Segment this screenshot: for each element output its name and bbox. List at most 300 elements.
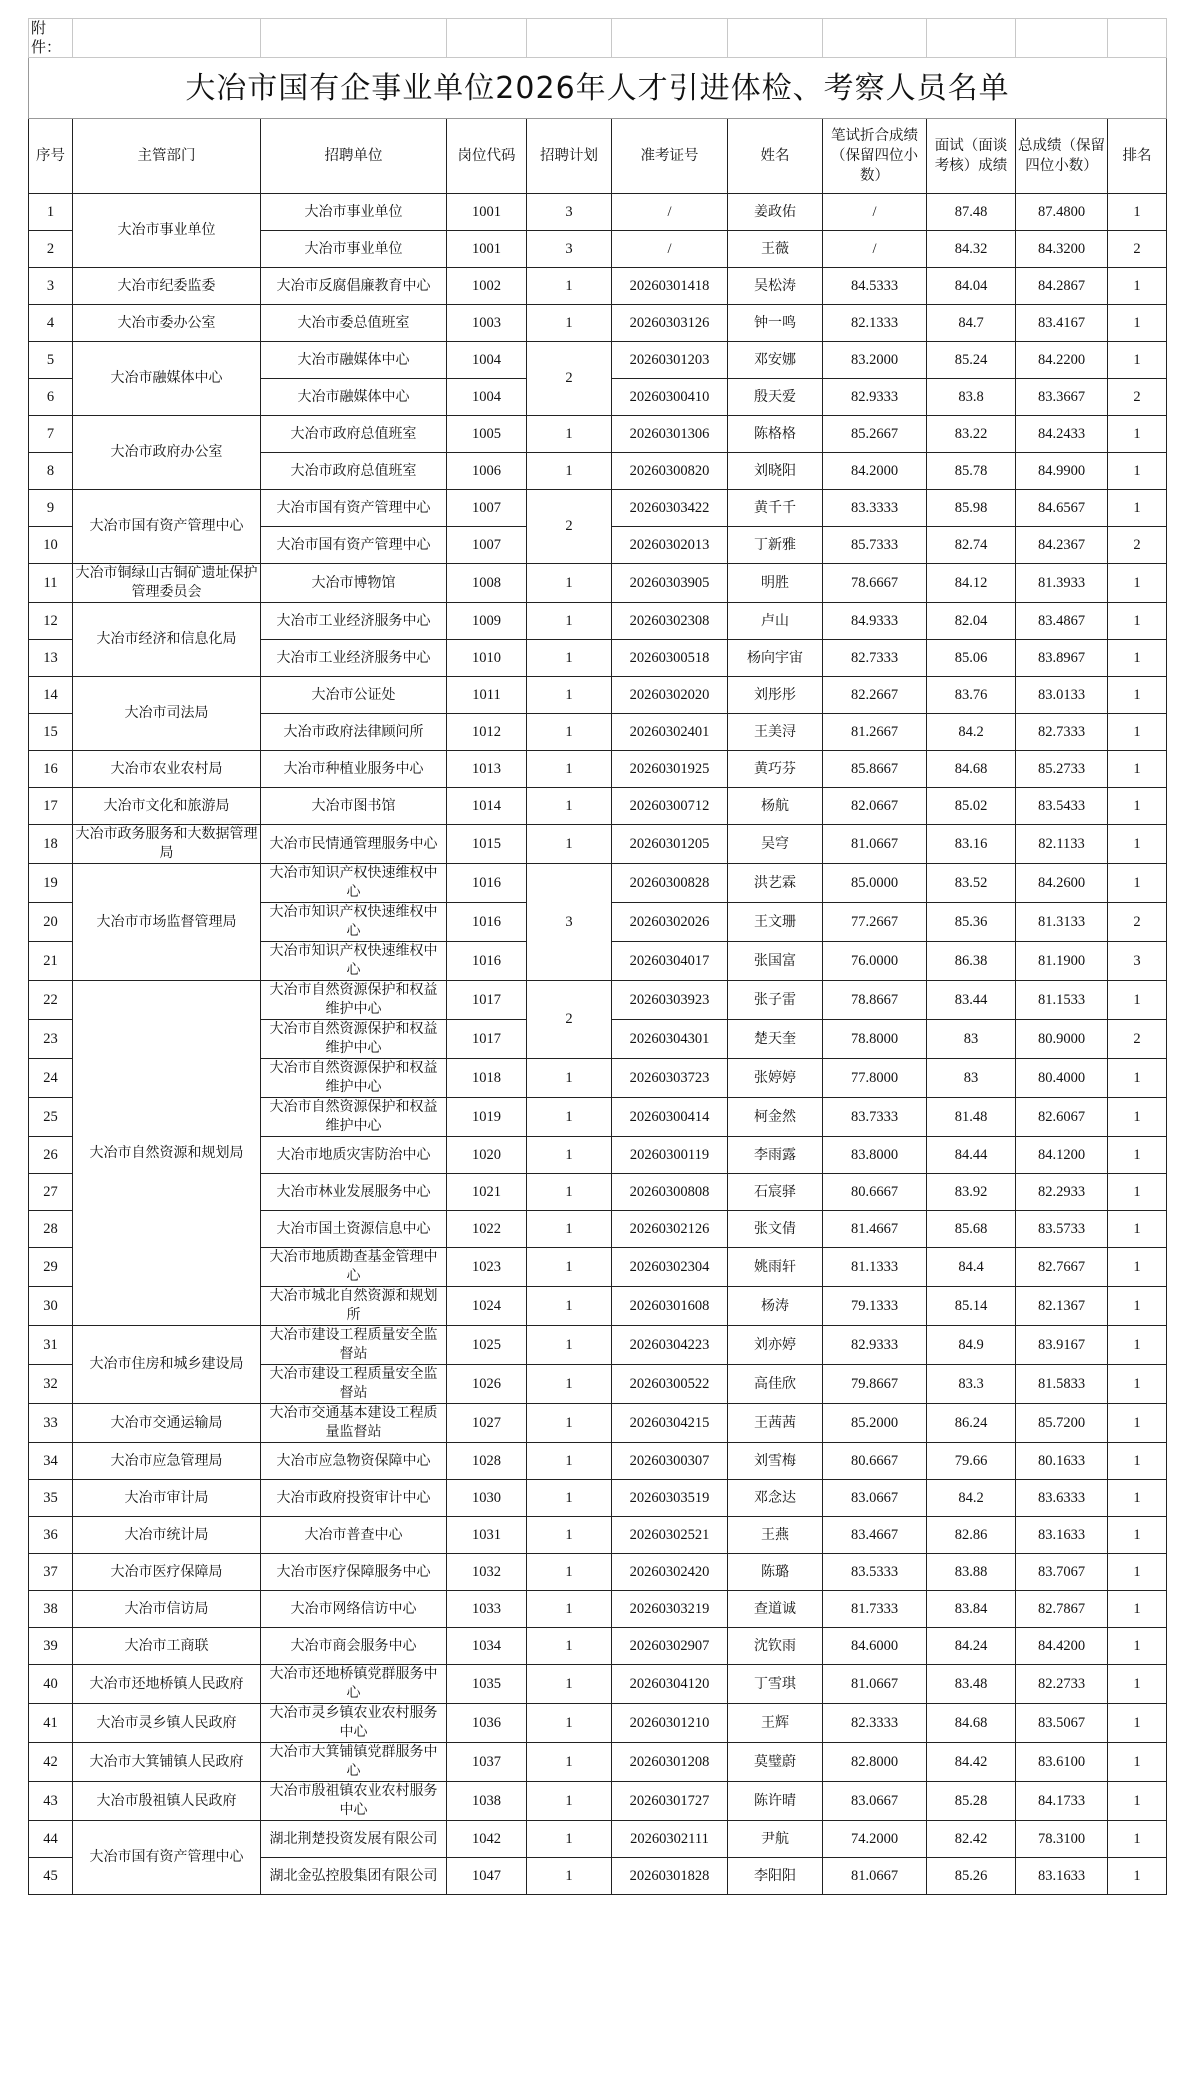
hiring-plan-cell: 3 [527,194,612,231]
header-cell: 准考证号 [612,119,728,194]
rank-cell: 1 [1108,490,1167,527]
position-code-cell: 1011 [447,677,527,714]
row-number-cell: 31 [29,1326,73,1365]
total-score-cell: 83.1633 [1016,1517,1108,1554]
position-code-cell: 1038 [447,1782,527,1821]
position-code-cell: 1035 [447,1665,527,1704]
candidate-name-cell: 王文珊 [728,903,823,942]
hiring-unit-cell: 大冶市知识产权快速维权中心 [261,903,447,942]
candidate-name-cell: 邓安娜 [728,342,823,379]
written-score-cell: 82.3333 [823,1704,927,1743]
interview-score-cell: 85.78 [927,453,1016,490]
position-code-cell: 1001 [447,194,527,231]
hiring-plan-cell: 1 [527,1098,612,1137]
rank-cell: 1 [1108,1404,1167,1443]
hiring-plan-cell: 1 [527,788,612,825]
exam-number-cell: 20260301727 [612,1782,728,1821]
hiring-unit-cell: 大冶市国土资源信息中心 [261,1211,447,1248]
hiring-unit-cell: 大冶市融媒体中心 [261,379,447,416]
candidate-name-cell: 黄千千 [728,490,823,527]
rank-cell: 1 [1108,1059,1167,1098]
candidate-name-cell: 邓念达 [728,1480,823,1517]
candidate-name-cell: 陈璐 [728,1554,823,1591]
total-score-cell: 82.1133 [1016,825,1108,864]
rank-cell: 1 [1108,1591,1167,1628]
hiring-unit-cell: 大冶市医疗保障服务中心 [261,1554,447,1591]
department-cell: 大冶市国有资产管理中心 [73,490,261,564]
position-code-cell: 1004 [447,342,527,379]
total-score-cell: 81.1900 [1016,942,1108,981]
department-cell: 大冶市委办公室 [73,305,261,342]
total-score-cell: 85.7200 [1016,1404,1108,1443]
exam-number-cell: / [612,231,728,268]
position-code-cell: 1036 [447,1704,527,1743]
hiring-plan-cell: 1 [527,564,612,603]
total-score-cell: 82.7667 [1016,1248,1108,1287]
exam-number-cell: 20260301203 [612,342,728,379]
hiring-plan-cell: 1 [527,1248,612,1287]
interview-score-cell: 84.04 [927,268,1016,305]
exam-number-cell: 20260303219 [612,1591,728,1628]
exam-number-cell: 20260301205 [612,825,728,864]
total-score-cell: 83.3667 [1016,379,1108,416]
row-number-cell: 5 [29,342,73,379]
hiring-plan-cell: 1 [527,1858,612,1895]
candidate-name-cell: 楚天奎 [728,1020,823,1059]
exam-number-cell: 20260301210 [612,1704,728,1743]
row-number-cell: 41 [29,1704,73,1743]
page-title: 大冶市国有企事业单位2026年人才引进体检、考察人员名单 [29,58,1167,119]
candidate-name-cell: 丁新雅 [728,527,823,564]
exam-number-cell: 20260302013 [612,527,728,564]
total-score-cell: 84.2600 [1016,864,1108,903]
total-score-cell: 80.9000 [1016,1020,1108,1059]
position-code-cell: 1003 [447,305,527,342]
rank-cell: 2 [1108,231,1167,268]
hiring-plan-cell: 1 [527,1059,612,1098]
position-code-cell: 1002 [447,268,527,305]
hiring-unit-cell: 大冶市还地桥镇党群服务中心 [261,1665,447,1704]
hiring-plan-cell: 1 [527,1782,612,1821]
exam-number-cell: / [612,194,728,231]
rank-cell: 1 [1108,677,1167,714]
written-score-cell: 81.2667 [823,714,927,751]
hiring-unit-cell: 大冶市种植业服务中心 [261,751,447,788]
row-number-cell: 45 [29,1858,73,1895]
exam-number-cell: 20260304301 [612,1020,728,1059]
exam-number-cell: 20260300828 [612,864,728,903]
hiring-unit-cell: 大冶市民情通管理服务中心 [261,825,447,864]
row-number-cell: 2 [29,231,73,268]
row-number-cell: 39 [29,1628,73,1665]
position-code-cell: 1047 [447,1858,527,1895]
written-score-cell: 77.2667 [823,903,927,942]
exam-number-cell: 20260302420 [612,1554,728,1591]
position-code-cell: 1017 [447,1020,527,1059]
total-score-cell: 85.2733 [1016,751,1108,788]
written-score-cell: 83.0667 [823,1782,927,1821]
rank-cell: 1 [1108,981,1167,1020]
candidate-name-cell: 查道诚 [728,1591,823,1628]
exam-number-cell: 20260304223 [612,1326,728,1365]
row-number-cell: 7 [29,416,73,453]
table-row [29,1517,1167,1554]
department-cell: 大冶市信访局 [73,1591,261,1628]
row-number-cell: 29 [29,1248,73,1287]
header-cell: 招聘单位 [261,119,447,194]
hiring-unit-cell: 大冶市殷祖镇农业农村服务中心 [261,1782,447,1821]
exam-number-cell: 20260303422 [612,490,728,527]
rank-cell: 1 [1108,825,1167,864]
row-number-cell: 24 [29,1059,73,1098]
rank-cell: 1 [1108,305,1167,342]
department-cell: 大冶市纪委监委 [73,268,261,305]
row-number-cell: 10 [29,527,73,564]
position-code-cell: 1001 [447,231,527,268]
table-row [29,1704,1167,1743]
interview-score-cell: 82.42 [927,1821,1016,1858]
interview-score-cell: 83 [927,1020,1016,1059]
written-score-cell: 83.7333 [823,1098,927,1137]
hiring-plan-cell: 1 [527,1211,612,1248]
exam-number-cell: 20260302304 [612,1248,728,1287]
hiring-unit-cell: 大冶市图书馆 [261,788,447,825]
hiring-plan-cell: 1 [527,1743,612,1782]
department-cell: 大冶市国有资产管理中心 [73,1821,261,1895]
row-number-cell: 34 [29,1443,73,1480]
written-score-cell: 82.0667 [823,788,927,825]
total-score-cell: 84.6567 [1016,490,1108,527]
row-number-cell: 13 [29,640,73,677]
position-code-cell: 1028 [447,1443,527,1480]
written-score-cell: 79.8667 [823,1365,927,1404]
candidate-name-cell: 杨航 [728,788,823,825]
hiring-plan-cell: 3 [527,231,612,268]
exam-number-cell: 20260303923 [612,981,728,1020]
hiring-unit-cell: 大冶市交通基本建设工程质量监督站 [261,1404,447,1443]
total-score-cell: 83.6100 [1016,1743,1108,1782]
hiring-plan-cell: 1 [527,1287,612,1326]
total-score-cell: 81.1533 [1016,981,1108,1020]
total-score-cell: 82.6067 [1016,1098,1108,1137]
row-number-cell: 23 [29,1020,73,1059]
hiring-unit-cell: 大冶市灵乡镇农业农村服务中心 [261,1704,447,1743]
position-code-cell: 1030 [447,1480,527,1517]
hiring-unit-cell: 湖北金弘控股集团有限公司 [261,1858,447,1895]
written-score-cell: 82.1333 [823,305,927,342]
interview-score-cell: 85.98 [927,490,1016,527]
rank-cell: 3 [1108,942,1167,981]
header-cell: 总成绩（保留四位小数） [1016,119,1108,194]
header-cell: 姓名 [728,119,823,194]
table-row [29,194,1167,231]
department-cell: 大冶市农业农村局 [73,751,261,788]
candidate-name-cell: 李雨露 [728,1137,823,1174]
interview-score-cell: 86.38 [927,942,1016,981]
exam-number-cell: 20260303126 [612,305,728,342]
hiring-plan-cell: 1 [527,305,612,342]
hiring-plan-cell: 1 [527,1480,612,1517]
total-score-cell: 81.3933 [1016,564,1108,603]
total-score-cell: 83.4167 [1016,305,1108,342]
total-score-cell: 87.4800 [1016,194,1108,231]
written-score-cell: 80.6667 [823,1443,927,1480]
interview-score-cell: 82.86 [927,1517,1016,1554]
row-number-cell: 26 [29,1137,73,1174]
hiring-unit-cell: 大冶市公证处 [261,677,447,714]
position-code-cell: 1027 [447,1404,527,1443]
position-code-cell: 1033 [447,1591,527,1628]
exam-number-cell: 20260303519 [612,1480,728,1517]
row-number-cell: 42 [29,1743,73,1782]
department-cell: 大冶市交通运输局 [73,1404,261,1443]
row-number-cell: 17 [29,788,73,825]
table-row [29,1554,1167,1591]
hiring-plan-cell: 1 [527,603,612,640]
interview-score-cell: 84.9 [927,1326,1016,1365]
exam-number-cell: 20260302126 [612,1211,728,1248]
written-score-cell: 85.2000 [823,1404,927,1443]
rank-cell: 1 [1108,1554,1167,1591]
exam-number-cell: 20260300307 [612,1443,728,1480]
written-score-cell: / [823,231,927,268]
candidate-name-cell: 陈许晴 [728,1782,823,1821]
exam-number-cell: 20260300414 [612,1098,728,1137]
hiring-unit-cell: 大冶市事业单位 [261,231,447,268]
rank-cell: 1 [1108,788,1167,825]
written-score-cell: 83.5333 [823,1554,927,1591]
hiring-unit-cell: 大冶市知识产权快速维权中心 [261,864,447,903]
interview-score-cell: 83.76 [927,677,1016,714]
written-score-cell: 84.2000 [823,453,927,490]
rank-cell: 1 [1108,1326,1167,1365]
position-code-cell: 1013 [447,751,527,788]
rank-cell: 2 [1108,1020,1167,1059]
hiring-unit-cell: 大冶市地质灾害防治中心 [261,1137,447,1174]
candidate-name-cell: 姚雨轩 [728,1248,823,1287]
exam-number-cell: 20260304215 [612,1404,728,1443]
interview-score-cell: 85.02 [927,788,1016,825]
table-row [29,1665,1167,1704]
header-cell: 序号 [29,119,73,194]
total-score-cell: 84.9900 [1016,453,1108,490]
hiring-plan-cell: 1 [527,453,612,490]
row-number-cell: 35 [29,1480,73,1517]
row-number-cell: 15 [29,714,73,751]
interview-score-cell: 82.74 [927,527,1016,564]
department-cell: 大冶市经济和信息化局 [73,603,261,677]
interview-score-cell: 81.48 [927,1098,1016,1137]
position-code-cell: 1042 [447,1821,527,1858]
total-score-cell: 83.0133 [1016,677,1108,714]
hiring-unit-cell: 大冶市普查中心 [261,1517,447,1554]
rank-cell: 1 [1108,1098,1167,1137]
candidate-name-cell: 李阳阳 [728,1858,823,1895]
candidate-name-cell: 王辉 [728,1704,823,1743]
exam-number-cell: 20260300808 [612,1174,728,1211]
candidate-name-cell: 洪艺霖 [728,864,823,903]
row-number-cell: 32 [29,1365,73,1404]
hiring-unit-cell: 大冶市政府总值班室 [261,416,447,453]
table-row [29,1480,1167,1517]
interview-score-cell: 83.22 [927,416,1016,453]
hiring-unit-cell: 大冶市融媒体中心 [261,342,447,379]
hiring-plan-cell: 1 [527,1704,612,1743]
written-score-cell: 74.2000 [823,1821,927,1858]
written-score-cell: 85.0000 [823,864,927,903]
position-code-cell: 1014 [447,788,527,825]
department-cell: 大冶市审计局 [73,1480,261,1517]
department-cell: 大冶市铜绿山古铜矿遗址保护管理委员会 [73,564,261,603]
row-number-cell: 22 [29,981,73,1020]
row-number-cell: 1 [29,194,73,231]
row-number-cell: 9 [29,490,73,527]
position-code-cell: 1005 [447,416,527,453]
candidate-name-cell: 丁雪琪 [728,1665,823,1704]
row-number-cell: 37 [29,1554,73,1591]
hiring-plan-cell: 1 [527,677,612,714]
table-row [29,1326,1167,1365]
total-score-cell: 82.7867 [1016,1591,1108,1628]
rank-cell: 1 [1108,1174,1167,1211]
total-score-cell: 82.1367 [1016,1287,1108,1326]
hiring-plan-cell: 1 [527,1821,612,1858]
hiring-unit-cell: 大冶市工业经济服务中心 [261,603,447,640]
hiring-unit-cell: 大冶市建设工程质量安全监督站 [261,1365,447,1404]
candidate-name-cell: 石宸驿 [728,1174,823,1211]
rank-cell: 1 [1108,864,1167,903]
table-row [29,864,1167,903]
written-score-cell: 82.7333 [823,640,927,677]
written-score-cell: 78.6667 [823,564,927,603]
exam-number-cell: 20260302111 [612,1821,728,1858]
hiring-plan-cell: 1 [527,825,612,864]
roster-table [28,18,1167,1895]
position-code-cell: 1024 [447,1287,527,1326]
exam-number-cell: 20260303905 [612,564,728,603]
hiring-unit-cell: 大冶市政府总值班室 [261,453,447,490]
header-cell: 笔试折合成绩（保留四位小数） [823,119,927,194]
interview-score-cell: 83 [927,1059,1016,1098]
total-score-cell: 82.7333 [1016,714,1108,751]
rank-cell: 1 [1108,1287,1167,1326]
rank-cell: 1 [1108,453,1167,490]
rank-cell: 1 [1108,1704,1167,1743]
candidate-name-cell: 卢山 [728,603,823,640]
department-cell: 大冶市殷祖镇人民政府 [73,1782,261,1821]
row-number-cell: 18 [29,825,73,864]
table-row [29,564,1167,603]
department-cell: 大冶市还地桥镇人民政府 [73,1665,261,1704]
written-score-cell: 85.7333 [823,527,927,564]
hiring-unit-cell: 大冶市网络信访中心 [261,1591,447,1628]
position-code-cell: 1020 [447,1137,527,1174]
rank-cell: 1 [1108,416,1167,453]
hiring-plan-cell: 1 [527,1365,612,1404]
table-row [29,416,1167,453]
hiring-unit-cell: 大冶市国有资产管理中心 [261,527,447,564]
exam-number-cell: 20260302308 [612,603,728,640]
candidate-name-cell: 刘彤彤 [728,677,823,714]
hiring-unit-cell: 大冶市大箕铺镇党群服务中心 [261,1743,447,1782]
row-number-cell: 38 [29,1591,73,1628]
position-code-cell: 1016 [447,942,527,981]
hiring-unit-cell: 大冶市国有资产管理中心 [261,490,447,527]
interview-score-cell: 83.84 [927,1591,1016,1628]
written-score-cell: 83.0667 [823,1480,927,1517]
roster-sheet [28,18,1166,1895]
written-score-cell: 85.8667 [823,751,927,788]
hiring-plan-cell: 1 [527,268,612,305]
hiring-unit-cell: 大冶市商会服务中心 [261,1628,447,1665]
rank-cell: 1 [1108,1443,1167,1480]
total-score-cell: 84.2367 [1016,527,1108,564]
candidate-name-cell: 柯金然 [728,1098,823,1137]
hiring-unit-cell: 大冶市自然资源保护和权益维护中心 [261,981,447,1020]
candidate-name-cell: 张国富 [728,942,823,981]
interview-score-cell: 85.24 [927,342,1016,379]
written-score-cell: 77.8000 [823,1059,927,1098]
table-row [29,1743,1167,1782]
interview-score-cell: 79.66 [927,1443,1016,1480]
written-score-cell: 83.2000 [823,342,927,379]
interview-score-cell: 83.3 [927,1365,1016,1404]
hiring-unit-cell: 大冶市自然资源保护和权益维护中心 [261,1098,447,1137]
total-score-cell: 84.4200 [1016,1628,1108,1665]
candidate-name-cell: 沈钦雨 [728,1628,823,1665]
hiring-plan-cell: 1 [527,751,612,788]
total-score-cell: 80.1633 [1016,1443,1108,1480]
total-score-cell: 83.7067 [1016,1554,1108,1591]
table-row [29,305,1167,342]
rank-cell: 1 [1108,1480,1167,1517]
table-row [29,490,1167,527]
candidate-name-cell: 殷天爱 [728,379,823,416]
row-number-cell: 14 [29,677,73,714]
exam-number-cell: 20260302907 [612,1628,728,1665]
candidate-name-cell: 王茜茜 [728,1404,823,1443]
department-cell: 大冶市住房和城乡建设局 [73,1326,261,1404]
rank-cell: 1 [1108,1665,1167,1704]
rank-cell: 1 [1108,1858,1167,1895]
hiring-unit-cell: 大冶市委总值班室 [261,305,447,342]
table-row [29,268,1167,305]
exam-number-cell: 20260302020 [612,677,728,714]
candidate-name-cell: 王燕 [728,1517,823,1554]
position-code-cell: 1009 [447,603,527,640]
rank-cell: 1 [1108,1137,1167,1174]
interview-score-cell: 84.7 [927,305,1016,342]
position-code-cell: 1022 [447,1211,527,1248]
written-score-cell: 81.0667 [823,1665,927,1704]
interview-score-cell: 84.12 [927,564,1016,603]
total-score-cell: 83.6333 [1016,1480,1108,1517]
hiring-plan-cell: 1 [527,1591,612,1628]
attachment-label: 附件： [29,19,73,58]
rank-cell: 2 [1108,527,1167,564]
table-row [29,1782,1167,1821]
department-cell: 大冶市应急管理局 [73,1443,261,1480]
row-number-cell: 20 [29,903,73,942]
total-score-cell: 83.5067 [1016,1704,1108,1743]
table-row [29,825,1167,864]
interview-score-cell: 85.68 [927,1211,1016,1248]
total-score-cell: 84.2433 [1016,416,1108,453]
hiring-unit-cell: 大冶市知识产权快速维权中心 [261,942,447,981]
written-score-cell: 81.7333 [823,1591,927,1628]
hiring-unit-cell: 大冶市博物馆 [261,564,447,603]
exam-number-cell: 20260300410 [612,379,728,416]
